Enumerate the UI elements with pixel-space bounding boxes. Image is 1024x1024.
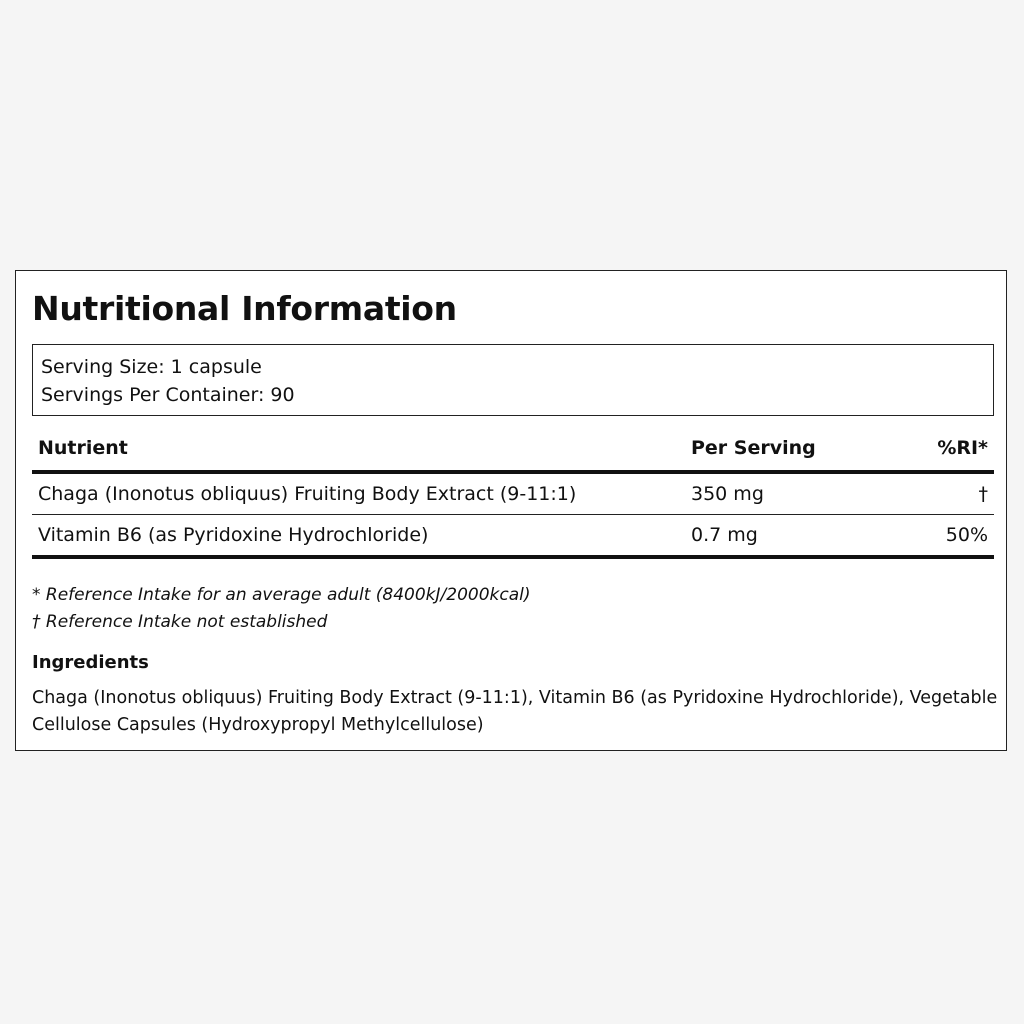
- header-per-serving: Per Serving: [685, 426, 872, 472]
- table-header-row: [32, 426, 994, 472]
- table-row: [32, 472, 994, 515]
- ingredients-heading: Ingredients: [32, 652, 149, 673]
- footnotes: [32, 582, 531, 636]
- header-ri: %RI*: [872, 426, 994, 472]
- panel-title: Nutritional Information: [32, 289, 457, 328]
- table-row: [32, 515, 994, 558]
- footnote-not-established: † Reference Intake not established: [32, 612, 328, 632]
- serving-info-box: [32, 344, 994, 416]
- serving-size: Serving Size: 1 capsule: [41, 356, 262, 378]
- nutrient-ri: 50%: [872, 515, 994, 558]
- nutrient-name: Vitamin B6 (as Pyridoxine Hydrochloride): [32, 515, 685, 558]
- nutrient-amount: 350 mg: [685, 472, 872, 515]
- footnote-ri: * Reference Intake for an average adult (8400kJ/2000kcal): [32, 585, 531, 605]
- nutrient-ri: †: [872, 472, 994, 515]
- nutrient-name: Chaga (Inonotus obliquus) Fruiting Body Extract (9-11:1): [32, 472, 685, 515]
- nutrient-table: [32, 426, 994, 559]
- servings-per-container: Servings Per Container: 90: [41, 384, 295, 406]
- ingredients-text: Chaga (Inonotus obliquus) Fruiting Body Extract (9-11:1), Vitamin B6 (as Pyridoxine Hydrochloride), Vegetable Cellulose Capsules (Hydroxypropyl Methylcellulose): [32, 688, 998, 735]
- header-nutrient: Nutrient: [32, 426, 685, 472]
- nutrition-panel: [15, 270, 1007, 751]
- nutrient-amount: 0.7 mg: [685, 515, 872, 558]
